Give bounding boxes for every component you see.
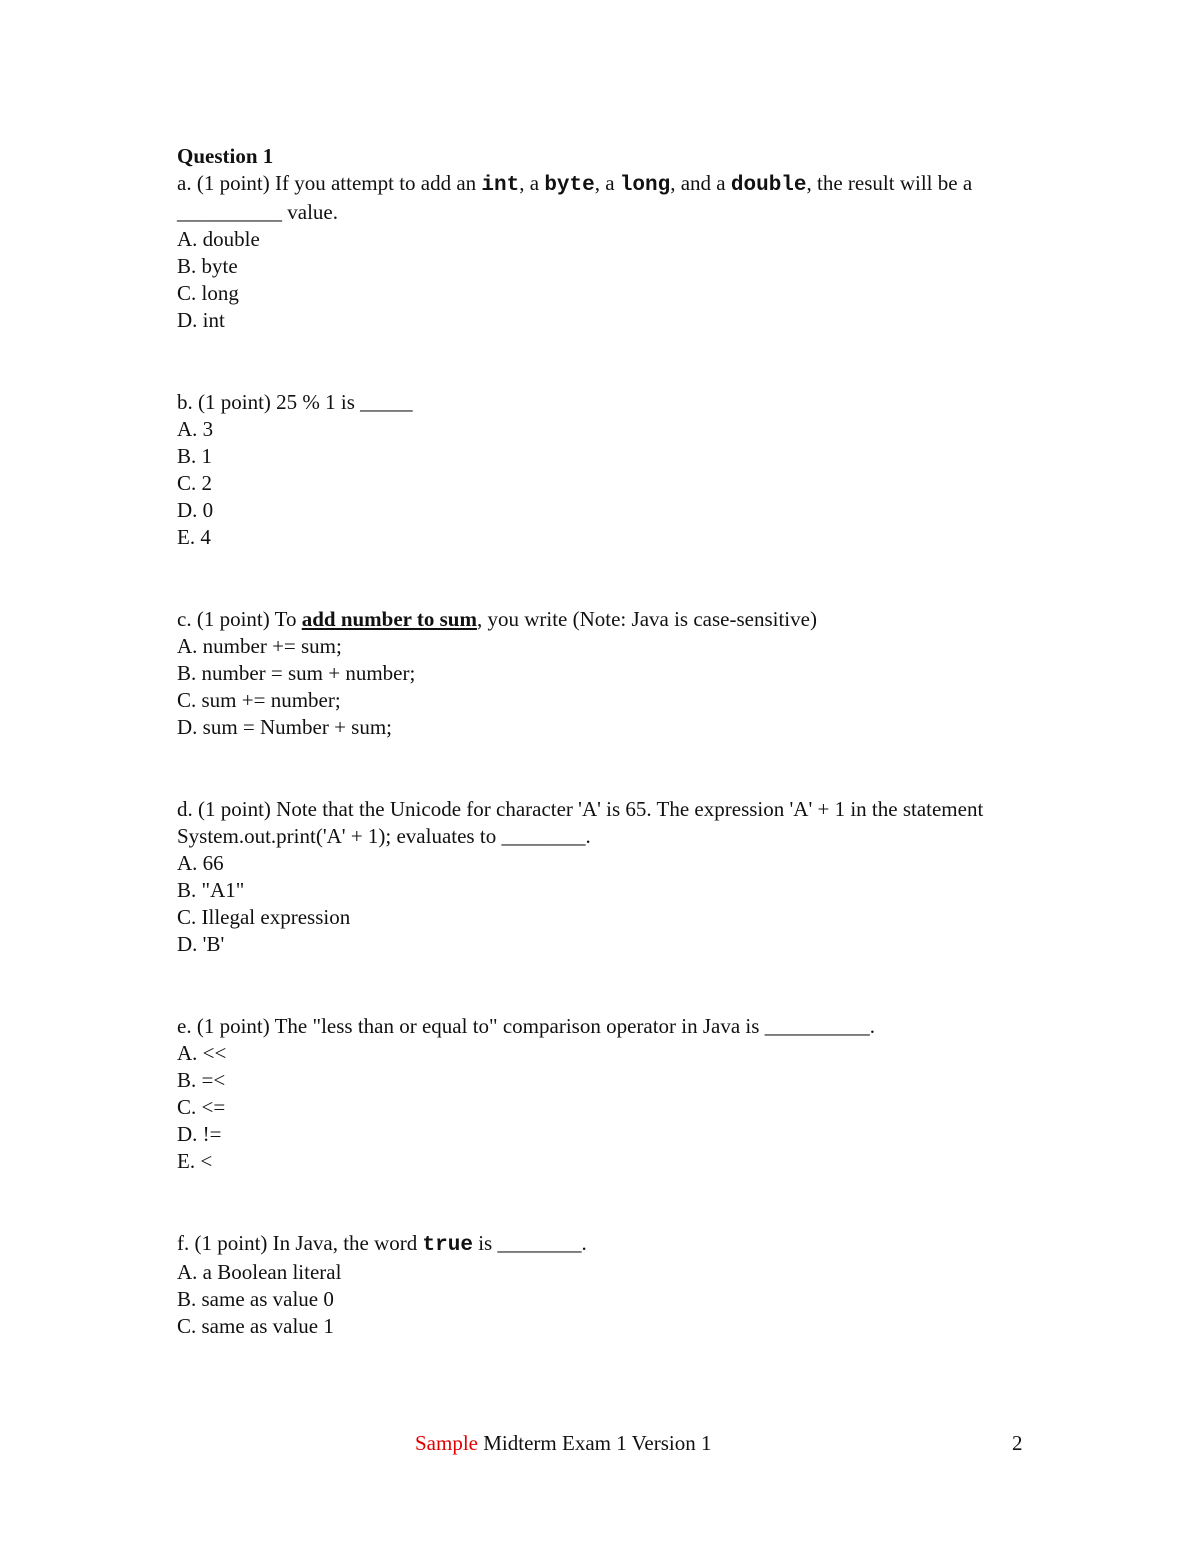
question-a — [177, 170, 1037, 334]
question-c — [177, 606, 1037, 741]
option: B. "A1" — [177, 878, 245, 902]
question-a-text-4: , and a — [670, 171, 731, 195]
question-c-options — [177, 633, 1037, 741]
question-a-stem — [177, 170, 1037, 226]
option: D. 'B' — [177, 932, 225, 956]
question-c-text-1: c. (1 point) To — [177, 607, 302, 631]
page-number: 2 — [1012, 1431, 1023, 1455]
option: C. 2 — [177, 471, 213, 495]
question-f — [177, 1230, 1037, 1340]
question-f-stem — [177, 1230, 1037, 1259]
question-d — [177, 796, 1037, 958]
question-a-code-byte: byte — [544, 174, 595, 197]
question-title: Question 1 — [177, 144, 274, 168]
question-e-stem: e. (1 point) The "less than or equal to" comparison operator in Java is __________. — [177, 1014, 875, 1038]
question-a-code-double: double — [730, 174, 807, 197]
option: B. number = sum + number; — [177, 661, 416, 685]
option: D. != — [177, 1122, 222, 1146]
footer-sample-word: Sample — [415, 1431, 478, 1455]
question-b-options — [177, 416, 1037, 551]
question-f-code-true: true — [422, 1234, 473, 1257]
question-a-text-2: , a — [519, 171, 545, 195]
question-c-emphasis: add number to sum — [301, 607, 477, 631]
question-a-code-int: int — [481, 174, 520, 197]
option: C. sum += number; — [177, 688, 341, 712]
option: C. long — [177, 281, 239, 305]
question-f-text-1: f. (1 point) In Java, the word — [177, 1231, 423, 1255]
question-f-options — [177, 1259, 1037, 1340]
option: C. <= — [177, 1095, 226, 1119]
question-c-stem — [177, 606, 1037, 633]
question-d-options — [177, 850, 1037, 958]
option: D. 0 — [177, 498, 214, 522]
option: E. 4 — [177, 525, 211, 549]
question-e — [177, 1013, 1037, 1175]
option: B. byte — [177, 254, 238, 278]
question-a-options — [177, 226, 1037, 334]
option: A. << — [177, 1041, 227, 1065]
question-b-stem: b. (1 point) 25 % 1 is _____ — [177, 390, 413, 414]
option: D. int — [177, 308, 225, 332]
footer-title-rest: Midterm Exam 1 Version 1 — [478, 1431, 712, 1455]
footer-title — [415, 1430, 712, 1457]
option: C. same as value 1 — [177, 1314, 334, 1338]
question-a-text-3: , a — [594, 171, 620, 195]
option: D. sum = Number + sum; — [177, 715, 393, 739]
question-e-options — [177, 1040, 1037, 1175]
question-f-text-2: is ________. — [472, 1231, 587, 1255]
question-a-text-1: a. (1 point) If you attempt to add an — [177, 171, 482, 195]
option: A. a Boolean literal — [177, 1260, 342, 1284]
question-c-text-2: , you write (Note: Java is case-sensitive) — [476, 607, 817, 631]
option: A. 3 — [177, 417, 214, 441]
page-content — [177, 143, 1037, 1340]
option: B. =< — [177, 1068, 226, 1092]
option: B. same as value 0 — [177, 1287, 334, 1311]
option: A. 66 — [177, 851, 224, 875]
option: A. number += sum; — [177, 634, 342, 658]
question-d-stem: d. (1 point) Note that the Unicode for character 'A' is 65. The expression 'A' + 1 in the statement System.out.print('A' + 1); evaluates to ________. — [177, 797, 984, 848]
option: B. 1 — [177, 444, 213, 468]
question-a-text-5: , the result will be a __________ value. — [177, 171, 973, 224]
option: E. < — [177, 1149, 213, 1173]
question-a-code-long: long — [619, 174, 671, 197]
option: C. Illegal expression — [177, 905, 351, 929]
question-b — [177, 389, 1037, 551]
option: A. double — [177, 227, 260, 251]
